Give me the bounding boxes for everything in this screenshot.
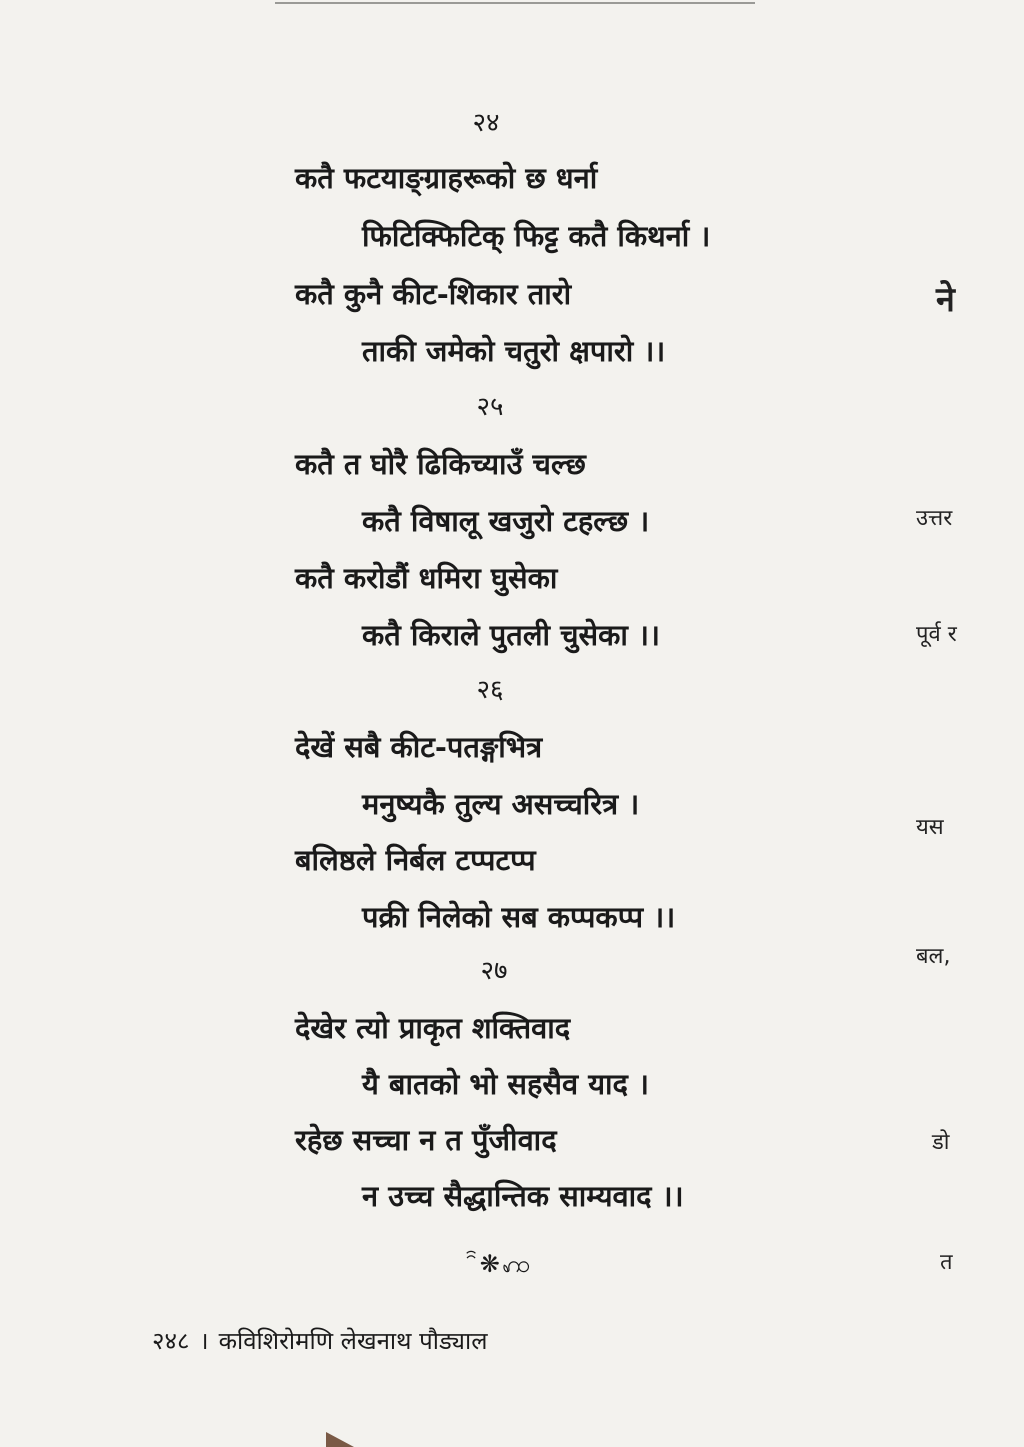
bottom-edge-mark	[326, 1432, 354, 1447]
footer-separator: ।	[199, 1327, 209, 1355]
margin-fragment: डो	[932, 1130, 950, 1155]
stanza-number: २७	[480, 956, 508, 986]
verse-line: कतै फटयाङ्ग्राहरूको छ धर्ना	[295, 161, 598, 195]
verse-line: फिटिक्फिटिक् फिट्ट कतै किथर्ना ।	[362, 219, 711, 253]
verse-line: कतै त घोरै ढिकिच्याउँ चल्छ	[295, 447, 586, 481]
verse-line: कतै करोडौं धमिरा घुसेका	[295, 561, 558, 595]
margin-fragment: उत्तर	[916, 506, 953, 531]
page-footer	[152, 1325, 488, 1357]
verse-line: कतै किराले पुतली चुसेका ।।	[362, 618, 660, 652]
verse-line: कतै विषालू खजुरो टहल्छ ।	[362, 504, 650, 538]
margin-fragment: त	[940, 1250, 953, 1275]
top-rule	[275, 2, 755, 4]
verse-line: ताकी जमेको चतुरो क्षपारो ।।	[362, 334, 666, 368]
stanza-number: २६	[476, 675, 504, 705]
stanza-number: २५	[476, 392, 504, 422]
book-title: कविशिरोमणि लेखनाथ पौड्याल	[218, 1327, 488, 1355]
margin-fragment: बल,	[916, 944, 951, 969]
page-number: २४८	[152, 1327, 190, 1355]
margin-fragment: पूर्व र	[916, 622, 957, 647]
verse-line: यै बातको भो सहसैव याद ।	[362, 1067, 650, 1101]
verse-line: मनुष्यकै तुल्य असच्चरित्र ।	[362, 787, 640, 821]
verse-line: पक्री निलेको सब कप्पकप्प ।।	[362, 900, 676, 934]
verse-line: बलिष्ठले निर्बल टप्पटप्प	[295, 843, 536, 877]
stanza-number: २४	[472, 108, 500, 138]
margin-fragment: यस	[916, 815, 944, 840]
verse-line: रहेछ सच्चा न त पुँजीवाद	[295, 1123, 557, 1157]
ornament-divider: ꩰ❋ꩲ	[477, 1250, 533, 1278]
verse-line: देखें सबै कीट-पतङ्गभित्र	[295, 730, 543, 764]
verse-line: देखेर त्यो प्राकृत शक्तिवाद	[295, 1011, 571, 1045]
margin-fragment: ने	[936, 280, 955, 320]
verse-line: कतै कुनै कीट-शिकार तारो	[295, 277, 572, 311]
verse-line: न उच्च सैद्धान्तिक साम्यवाद ।।	[362, 1179, 684, 1213]
